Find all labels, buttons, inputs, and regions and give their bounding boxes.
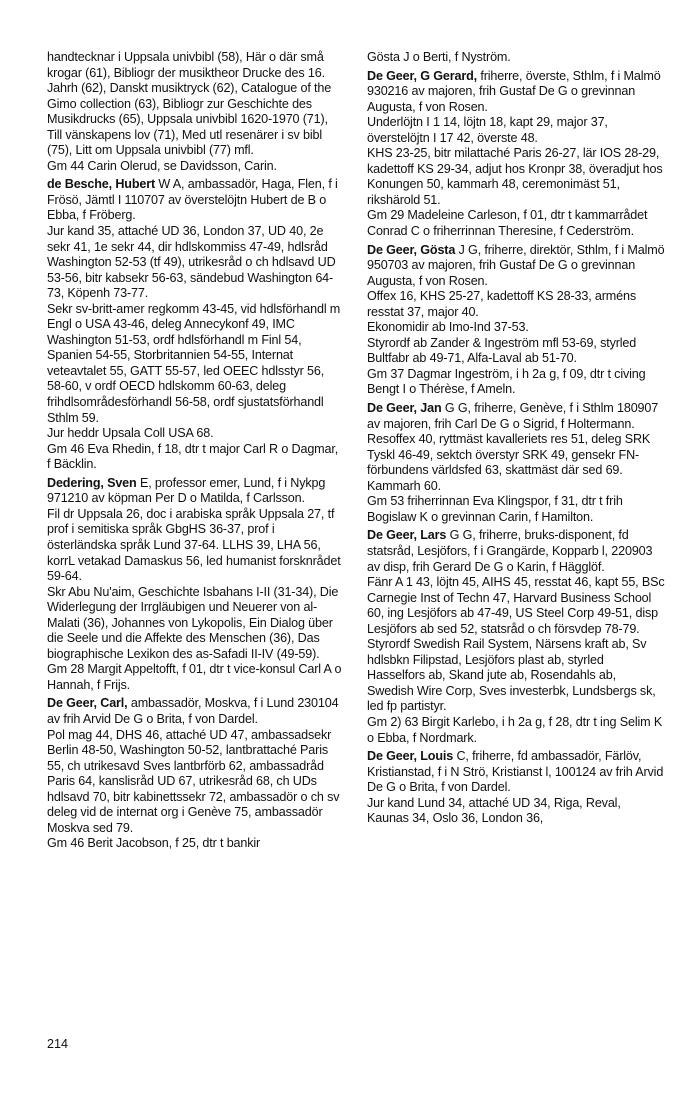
entry-paragraph: [47, 507, 343, 585]
entry-paragraph: [367, 208, 665, 239]
entry-paragraph: [367, 528, 665, 575]
entry-name: De Geer, Gösta: [367, 242, 456, 257]
entry-text: Gm 28 Margit Appeltofft, f 01, dtr t vice-konsul Carl A o Hannah, f Frijs.: [47, 662, 342, 692]
entry-paragraph: [47, 426, 343, 442]
entry-paragraph: [47, 836, 343, 852]
entry-paragraph: [367, 320, 665, 336]
entry-text: Ekonomidir ab Imo-Ind 37-53.: [367, 320, 529, 335]
entry-paragraph: [367, 749, 665, 796]
entry-text: Underlöjtn I 1 14, löjtn 18, kapt 29, major 37, överstelöjtn I 17 42, överste 48.: [367, 115, 608, 145]
entry-paragraph: [367, 289, 665, 320]
biography-entry: [367, 69, 665, 240]
right-column: [367, 50, 665, 830]
entry-paragraph: [367, 796, 665, 827]
biography-entry: [47, 696, 343, 851]
entry-name: Dedering, Sven: [47, 475, 137, 490]
entry-text: Styrordf Swedish Rail System, Närsens kraft ab, Sv hdlsbkn Filipstad, Lesjöfors plast ab, styrled Hasselfors ab, Skand jute ab, Rosendahls ab, Swedish Wire Corp, Sves investerbk, Lundsbergs sk, led fp partistyr.: [367, 637, 656, 714]
entry-name: De Geer, Carl,: [47, 696, 128, 711]
entry-paragraph: [367, 432, 665, 479]
entry-text: Jur kand 35, attaché UD 36, London 37, UD 40, 2e sekr 41, 1e sekr 44, dir hdlskommiss 47-49, hdlsråd Washington 52-53 (tf 49), utrikesråd o ch hdlsavd UD 53-56, bitr kabsekr 56-63, sändebud Washington 64-73, Köpenh 73-77.: [47, 224, 336, 301]
entry-paragraph: [47, 442, 343, 473]
entry-text: Gm 29 Madeleine Carleson, f 01, dtr t kammarrådet Conrad C o friherrinnan Theresine, f Cederström.: [367, 208, 648, 239]
entry-name: De Geer, Louis: [367, 749, 454, 764]
entry-text: handtecknar i Uppsala univbibl (58), Här o där små krogar (61), Bibliogr der musiktheor Drucke des 16. Jahrh (62), Danskt musiktryck (62), Catalogue of the Gimo collection (63), Bibliogr zur Geschichte des Musikdrucks (65), Uppsala univbibl 1620-1970 (71), Till vänskapens lov (71), Med utl resenärer i sv bibl (75), Litt om Uppsala univbibl (77) mfl.: [47, 50, 332, 158]
entry-intro: G G, friherre, bruks-disponent, fd statsråd, Lesjöfors, f i Grangärde, Kopparb l, 220903 av disp, frih Gerard De G o Karin, f Hägglöf.: [367, 528, 653, 574]
biography-entry: [367, 401, 665, 525]
entry-paragraph: [367, 50, 665, 66]
entry-text: Pol mag 44, DHS 46, attaché UD 47, ambassadsekr Berlin 48-50, Washington 50-52, lantbrattaché Paris 55, ch utrikesavd Sves lantbrförb 62, ambassadråd Paris 64, kanslisråd UD 67, utrikesråd 68, ch UDs hdlsavd 70, bitr kabinettssekr 72, ambassadör o ch sv deleg vid de internat org i Genève 75, ambassadör Moskva sed 79.: [47, 727, 340, 835]
entry-text: Kammarh 60.: [367, 478, 441, 493]
entry-intro: J G, friherre, direktör, Sthlm, f i Malmö 950703 av majoren, frih Gustaf De G o grevinnan Augusta, f von Rosen.: [367, 242, 665, 288]
biography-entry: [47, 50, 343, 174]
entry-text: Jur heddr Upsala Coll USA 68.: [47, 426, 214, 441]
entry-text: Gösta J o Berti, f Nyström.: [367, 50, 511, 64]
entry-paragraph: [47, 476, 343, 507]
entry-paragraph: [47, 224, 343, 302]
entry-text: Fänr A 1 43, löjtn 45, AIHS 45, resstat 46, kapt 55, BSc Carnegie Inst of Techn 47, Harvard Business School 60, ing Lesjöfors ab 47-49, US Steel Corp 49-51, disp Lesjöfors ab sed 52, statsråd o ch försvdep 78-79.: [367, 575, 665, 636]
entry-text: Skr Abu Nu'aim, Geschichte Isbahans I-II (31-34), Die Widerlegung der Irrgläubigen und Neuerer von al-Malati (36), Johannes von Lykopolis, Ein Dialog über die Seele und die Affekte des Menschen (36), Das biographische Lexikon des as-Safadi II-IV (49-59).: [47, 584, 339, 661]
entry-paragraph: [367, 367, 665, 398]
entry-paragraph: [367, 479, 665, 495]
entry-paragraph: [367, 146, 665, 208]
entry-intro: G G, friherre, Genève, f i Sthlm 180907 av majoren, frih Carl De G o Sigrid, f Holtermann.: [367, 401, 659, 431]
entry-text: Gm 53 friherrinnan Eva Klingspor, f 31, dtr t frih Bogislaw K o grevinnan Carin, f Hamilton.: [367, 494, 623, 524]
entry-text: Gm 2) 63 Birgit Karlebo, i h 2a g, f 28, dtr t ing Selim K o Ebba, f Nordmark.: [367, 714, 663, 745]
entry-paragraph: [47, 177, 343, 224]
entry-text: KHS 23-25, bitr milattaché Paris 26-27, lär IOS 28-29, kadettoff KS 29-34, adjut hos Kronpr 38, överadjut hos Konungen 50, kammarh 48, ceremonimäst 51, rikshärold 51.: [367, 146, 663, 207]
entry-paragraph: [367, 69, 665, 116]
entry-text: Offex 16, KHS 25-27, kadettoff KS 28-33, arméns resstat 37, major 40.: [367, 289, 637, 319]
entry-intro: ambassadör, Moskva, f i Lund 230104 av frih Arvid De G o Brita, f von Dardel.: [47, 696, 339, 726]
entry-paragraph: [367, 401, 665, 432]
biography-entry: [47, 476, 343, 694]
entry-text: Jur kand Lund 34, attaché UD 34, Riga, Reval, Kaunas 34, Oslo 36, London 36,: [367, 795, 621, 826]
entry-text: Fil dr Uppsala 26, doc i arabiska språk Uppsala 27, tf prof i semitiska språk GbgHS 36-37, prof i österländska språk Lund 37-64. LLHS 39, LHA 56, korrL vetakad Damaskus 56, led humanist forsknrådet 59-64.: [47, 506, 341, 584]
biography-entry: [47, 177, 343, 472]
entry-intro: E, professor emer, Lund, f i Nykpg 971210 av köpman Per D o Matilda, f Carlsson.: [47, 475, 326, 506]
entry-intro: W A, ambassadör, Haga, Flen, f i Frösö, Jämtl I 110707 av överstelöjtn Hubert de B o Ebba, f Fröberg.: [47, 177, 338, 223]
entry-text: Gm 37 Dagmar Ingeström, i h 2a g, f 09, dtr t civing Bengt I o Thérèse, f Ameln.: [367, 366, 646, 397]
entry-paragraph: [47, 302, 343, 426]
entry-name: De Geer, Jan: [367, 401, 442, 416]
entry-paragraph: [367, 715, 665, 746]
entry-paragraph: [367, 336, 665, 367]
entry-paragraph: [47, 662, 343, 693]
entry-paragraph: [367, 637, 665, 715]
entry-paragraph: [367, 575, 665, 637]
entry-intro: C, friherre, fd ambassadör, Färlöv, Kristianstad, f i N Strö, Kristianst l, 100124 av frih Arvid De G o Brita, f von Dardel.: [367, 749, 664, 795]
entry-text: Resoffex 40, ryttmäst kavalleriets res 51, deleg SRK Tyskl 46-49, sektch överstyr SRK 49, gensekr FN-förbundens världsfed 63, skattmäst där sed 69.: [367, 432, 651, 478]
entry-text: Gm 46 Eva Rhedin, f 18, dtr t major Carl R o Dagmar, f Bäcklin.: [47, 441, 339, 472]
entry-text: Gm 44 Carin Olerud, se Davidsson, Carin.: [47, 158, 277, 173]
entry-paragraph: [367, 494, 665, 525]
biography-entry: [367, 749, 665, 827]
entry-text: Styrordf ab Zander & Ingeström mfl 53-69, styrled Bultfabr ab 49-71, Alfa-Laval ab 51-70.: [367, 335, 637, 366]
entry-name: de Besche, Hubert: [47, 177, 156, 192]
biography-entry: [367, 243, 665, 398]
entry-paragraph: [47, 50, 343, 159]
entry-name: De Geer, G Gerard,: [367, 68, 477, 83]
left-column: [47, 50, 343, 855]
entry-paragraph: [47, 585, 343, 663]
entry-paragraph: [367, 243, 665, 290]
biography-entry: [367, 528, 665, 746]
entry-name: De Geer, Lars: [367, 528, 447, 543]
entry-paragraph: [47, 159, 343, 175]
entry-intro: friherre, överste, Sthlm, f i Malmö 930216 av majoren, frih Gustaf De G o grevinnan Augusta, f von Rosen.: [367, 68, 661, 114]
page-number: 214: [47, 1037, 69, 1051]
entry-text: Gm 46 Berit Jacobson, f 25, dtr t bankir: [47, 836, 261, 851]
entry-text: Sekr sv-britt-amer regkomm 43-45, vid hdlsförhandl m Engl o USA 43-46, deleg Annecykonf 49, IMC Washington 51-53, ordf hdlsförhandl m Finl 54, Spanien 54-55, Storbritannien 54-55, Internat veteavtalet 55, GATT 55-57, led OEEC hdlsstyr 56, 58-60, v ordf OECD hdlskomm 60-63, deleg frihdlsområdesförhandl 56-58, ordf sjustatsförhandl Sthlm 59.: [47, 301, 341, 425]
entry-paragraph: [47, 728, 343, 837]
biography-entry: [367, 50, 665, 66]
entry-paragraph: [367, 115, 665, 146]
entry-paragraph: [47, 696, 343, 727]
